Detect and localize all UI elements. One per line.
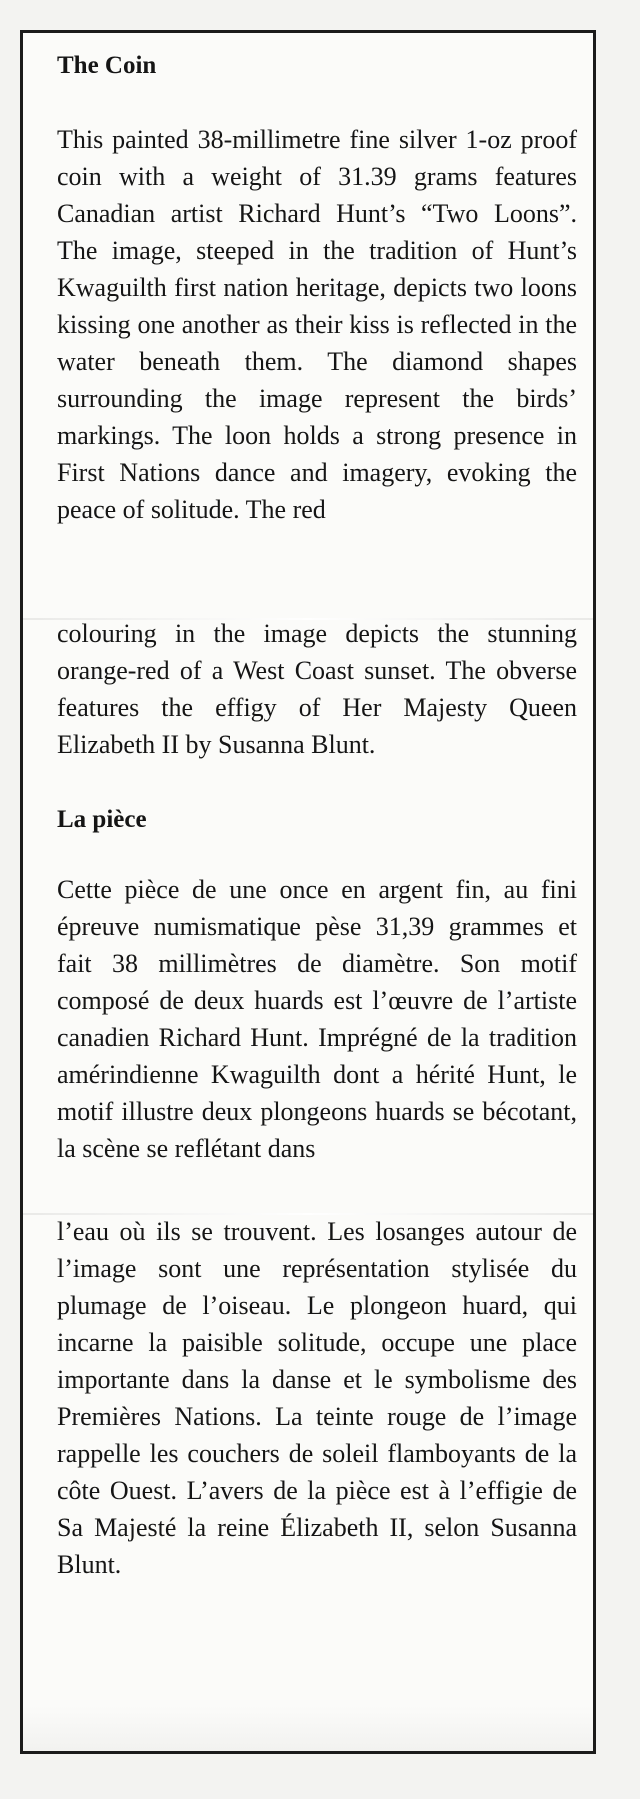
card-bottom-shade <box>23 1706 593 1751</box>
english-section <box>57 49 577 83</box>
english-paragraph-part1-block <box>57 121 577 528</box>
french-paragraph-part2: l’eau où ils se trouvent. Les losanges autour de l’image sont une représentation stylisée du plumage de l’oiseau. Le plongeon huard, qui incarne la paisible solitude, occupe une place importante dans la danse et le symbolisme des Premières Nations. La teinte rouge de l’image rappelle les couchers de soleil flamboyants de la côte Ouest. L’avers de la pièce est à l’effigie de Sa Majesté la reine Élizabeth II, selon Susanna Blunt. <box>57 1217 577 1579</box>
french-paragraph-part1: Cette pièce de une once en argent fin, au fini épreuve numismatique pèse 31,39 grammes et fait 38 millimètres de diamètre. Son motif composé de deux huards est l’œuvre de l’artiste canadien Richard Hunt. Imprégné de la tradition amérindienne Kwaguilth dont a hérité Hunt, le motif illustre deux plongeons huards se bécotant, la scène se reflétant dans <box>57 875 577 1163</box>
english-paragraph-part2: colouring in the image depicts the stunning orange-red of a West Coast sunset. The obverse features the effigy of Her Majesty Queen Elizabeth II by Susanna Blunt. <box>57 619 577 759</box>
french-heading: La pièce <box>57 806 147 833</box>
english-paragraph-part2-block <box>57 615 577 763</box>
english-paragraph-part1: This painted 38-millimetre fine silver 1-oz proof coin with a weight of 31.39 grams features Canadian artist Richard Hunt’s “Two Loons”. The image, steeped in the tradition of Hunt’s Kwaguilth first nation heritage, depicts two loons kissing one another as their kiss is reflected in the water beneath them. The diamond shapes surrounding the image represent the birds’ markings. The loon holds a strong presence in First Nations dance and imagery, evoking the peace of solitude. The red <box>57 125 577 524</box>
english-heading: The Coin <box>57 52 157 79</box>
coin-description-card <box>20 30 596 1754</box>
french-paragraph-part2-block <box>57 1213 577 1583</box>
french-paragraph-part1-block <box>57 871 577 1167</box>
french-section <box>57 803 577 837</box>
